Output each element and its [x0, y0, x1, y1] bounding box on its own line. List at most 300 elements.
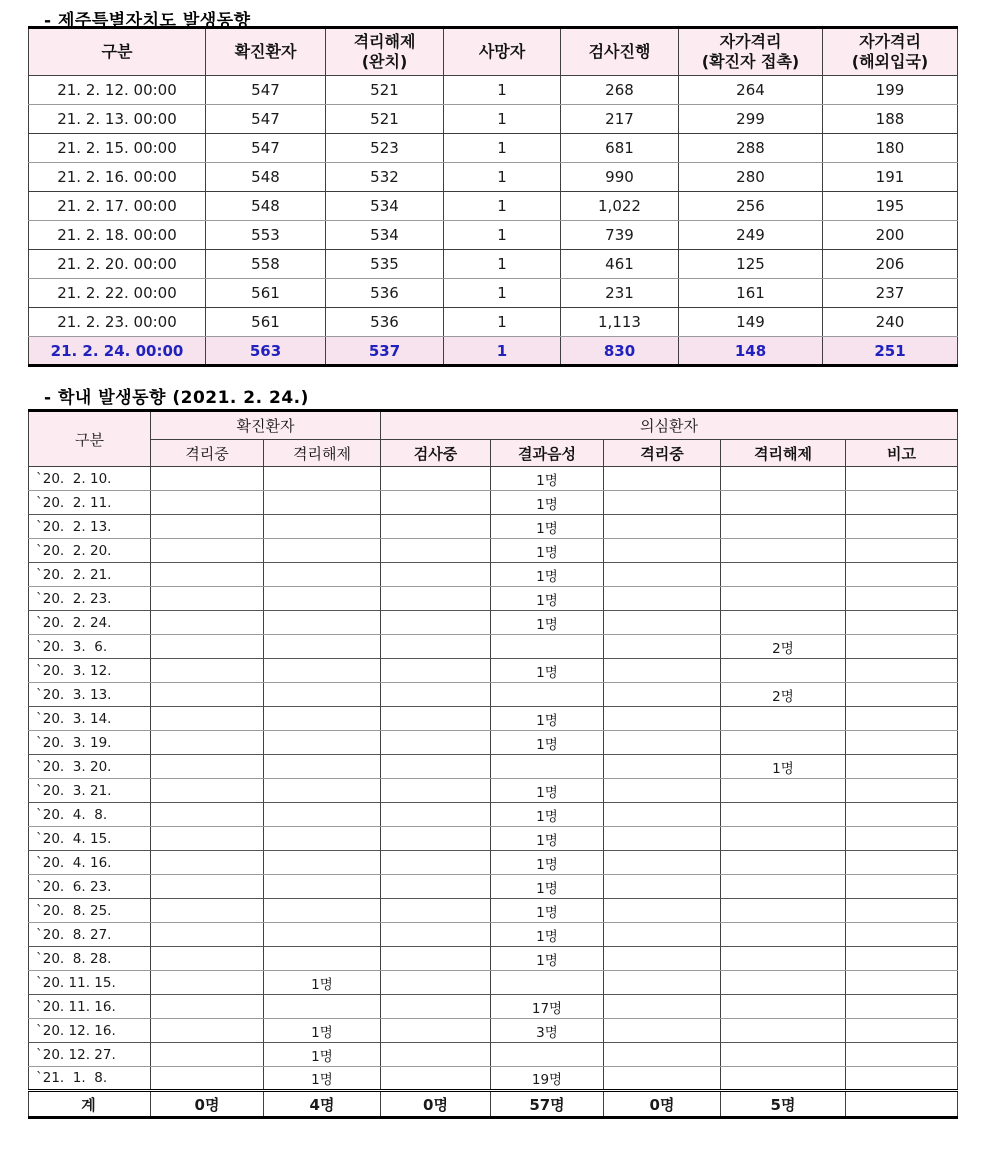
value-cell: 1명 [491, 827, 604, 851]
row-label-cell: `20. 2. 20. [29, 539, 151, 563]
value-cell: 1 [444, 163, 561, 192]
value-cell [604, 1019, 721, 1043]
value-cell [604, 683, 721, 707]
subcol-header-in-quarantine: 격리중 [151, 440, 264, 467]
value-cell [846, 707, 958, 731]
group-header-confirmed-patients: 확진환자 [151, 411, 381, 440]
value-cell [846, 683, 958, 707]
value-cell: 1 [444, 192, 561, 221]
value-cell [604, 779, 721, 803]
value-cell [381, 491, 491, 515]
value-cell: 3명 [491, 1019, 604, 1043]
value-cell: 161 [679, 279, 823, 308]
value-cell [151, 755, 264, 779]
value-cell [264, 467, 381, 491]
row-label-cell: `20. 12. 27. [29, 1043, 151, 1067]
value-cell [381, 467, 491, 491]
value-cell: 534 [326, 221, 444, 250]
table-row [29, 105, 958, 134]
value-cell [604, 995, 721, 1019]
value-cell [604, 587, 721, 611]
value-cell [604, 803, 721, 827]
row-label-cell: 21. 2. 16. 00:00 [29, 163, 206, 192]
value-cell: 1명 [491, 491, 604, 515]
col-header-selfquarantine-overseas: 자가격리 (해외입국) [823, 28, 958, 76]
table-row [29, 803, 958, 827]
value-cell: 547 [206, 76, 326, 105]
value-cell [604, 947, 721, 971]
value-cell [721, 995, 846, 1019]
value-cell: 149 [679, 308, 823, 337]
value-cell [846, 731, 958, 755]
value-cell [151, 1067, 264, 1091]
value-cell [381, 587, 491, 611]
value-cell [151, 899, 264, 923]
value-cell: 561 [206, 308, 326, 337]
campus-table-body [29, 467, 958, 1118]
value-cell [846, 563, 958, 587]
value-cell [381, 515, 491, 539]
value-cell: 206 [823, 250, 958, 279]
value-cell: 1 [444, 308, 561, 337]
value-cell: 240 [823, 308, 958, 337]
value-cell: 5명 [721, 1091, 846, 1118]
value-cell: 251 [823, 337, 958, 366]
row-label-cell: `20. 4. 8. [29, 803, 151, 827]
value-cell: 2명 [721, 635, 846, 659]
value-cell [151, 995, 264, 1019]
value-cell [846, 515, 958, 539]
value-cell [604, 1067, 721, 1091]
value-cell [604, 923, 721, 947]
row-label-cell: `21. 1. 8. [29, 1067, 151, 1091]
row-label-cell: 21. 2. 24. 00:00 [29, 337, 206, 366]
value-cell: 1명 [491, 587, 604, 611]
row-label-cell: `20. 8. 25. [29, 899, 151, 923]
row-label-cell: `20. 4. 16. [29, 851, 151, 875]
col-header-category: 구분 [29, 28, 206, 76]
value-cell [151, 659, 264, 683]
table-row [29, 221, 958, 250]
value-cell [721, 467, 846, 491]
value-cell [604, 731, 721, 755]
value-cell [381, 779, 491, 803]
value-cell [721, 899, 846, 923]
value-cell [151, 563, 264, 587]
value-cell [381, 899, 491, 923]
table-row [29, 515, 958, 539]
value-cell: 191 [823, 163, 958, 192]
table-row [29, 923, 958, 947]
table-row [29, 163, 958, 192]
row-label-cell: `20. 2. 23. [29, 587, 151, 611]
value-cell [604, 635, 721, 659]
value-cell: 19명 [491, 1067, 604, 1091]
value-cell [721, 659, 846, 683]
value-cell [846, 995, 958, 1019]
table-row [29, 707, 958, 731]
value-cell [846, 851, 958, 875]
value-cell: 521 [326, 105, 444, 134]
value-cell: 280 [679, 163, 823, 192]
value-cell [491, 635, 604, 659]
col-header-confirmed: 확진환자 [206, 28, 326, 76]
value-cell [381, 659, 491, 683]
value-cell [604, 707, 721, 731]
value-cell [604, 875, 721, 899]
table-row [29, 134, 958, 163]
value-cell: 461 [561, 250, 679, 279]
value-cell: 217 [561, 105, 679, 134]
value-cell [721, 731, 846, 755]
value-cell: 1명 [491, 563, 604, 587]
value-cell: 1 [444, 221, 561, 250]
value-cell [491, 683, 604, 707]
value-cell: 1 [444, 250, 561, 279]
row-label-cell: 21. 2. 13. 00:00 [29, 105, 206, 134]
total-row [29, 1091, 958, 1118]
value-cell [151, 947, 264, 971]
row-label-cell: 21. 2. 18. 00:00 [29, 221, 206, 250]
value-cell [846, 803, 958, 827]
jeju-section-title: - 제주특별자치도 발생동향 [44, 11, 251, 31]
value-cell [604, 539, 721, 563]
value-cell: 188 [823, 105, 958, 134]
value-cell: 1명 [491, 659, 604, 683]
value-cell [381, 851, 491, 875]
value-cell [264, 995, 381, 1019]
col-header-category: 구분 [29, 411, 151, 467]
table-row [29, 875, 958, 899]
value-cell [151, 683, 264, 707]
value-cell [151, 1043, 264, 1067]
row-label-cell: `20. 3. 14. [29, 707, 151, 731]
row-label-cell: `20. 3. 12. [29, 659, 151, 683]
value-cell: 1명 [491, 515, 604, 539]
value-cell [491, 971, 604, 995]
value-cell: 1명 [721, 755, 846, 779]
value-cell [264, 491, 381, 515]
row-label-cell: `20. 2. 11. [29, 491, 151, 515]
value-cell [846, 1067, 958, 1091]
value-cell [604, 515, 721, 539]
value-cell [381, 635, 491, 659]
value-cell [721, 587, 846, 611]
value-cell [604, 827, 721, 851]
value-cell [381, 995, 491, 1019]
value-cell [604, 851, 721, 875]
value-cell [381, 971, 491, 995]
value-cell: 1명 [491, 467, 604, 491]
table-row [29, 587, 958, 611]
value-cell [721, 875, 846, 899]
value-cell [604, 611, 721, 635]
value-cell [151, 731, 264, 755]
value-cell [846, 899, 958, 923]
value-cell [151, 611, 264, 635]
value-cell: 1명 [491, 779, 604, 803]
table-row [29, 250, 958, 279]
value-cell [264, 635, 381, 659]
row-label-cell: `20. 2. 10. [29, 467, 151, 491]
value-cell [381, 683, 491, 707]
value-cell [381, 827, 491, 851]
table-row [29, 308, 958, 337]
row-label-cell: `20. 2. 13. [29, 515, 151, 539]
table-row [29, 1067, 958, 1091]
value-cell: 1,113 [561, 308, 679, 337]
row-label-cell: `20. 12. 16. [29, 1019, 151, 1043]
value-cell [264, 659, 381, 683]
subcol-header-released: 격리해제 [264, 440, 381, 467]
value-cell: 1명 [264, 1019, 381, 1043]
value-cell [721, 779, 846, 803]
jeju-table-header [29, 28, 958, 76]
value-cell: 17명 [491, 995, 604, 1019]
value-cell: 990 [561, 163, 679, 192]
value-cell: 1 [444, 337, 561, 366]
value-cell: 1 [444, 105, 561, 134]
value-cell [381, 923, 491, 947]
value-cell: 1,022 [561, 192, 679, 221]
campus-table-header [29, 411, 958, 467]
value-cell: 195 [823, 192, 958, 221]
value-cell: 125 [679, 250, 823, 279]
value-cell [846, 779, 958, 803]
row-label-cell: 21. 2. 17. 00:00 [29, 192, 206, 221]
value-cell [846, 491, 958, 515]
value-cell [604, 659, 721, 683]
value-cell [721, 947, 846, 971]
value-cell [721, 1043, 846, 1067]
table-row [29, 279, 958, 308]
value-cell [604, 467, 721, 491]
value-cell [604, 563, 721, 587]
value-cell: 268 [561, 76, 679, 105]
table-row [29, 731, 958, 755]
value-cell: 2명 [721, 683, 846, 707]
value-cell [151, 803, 264, 827]
value-cell: 1명 [264, 971, 381, 995]
value-cell [381, 947, 491, 971]
row-label-cell: 21. 2. 23. 00:00 [29, 308, 206, 337]
value-cell [721, 971, 846, 995]
value-cell [151, 851, 264, 875]
value-cell: 249 [679, 221, 823, 250]
value-cell: 547 [206, 134, 326, 163]
value-cell [846, 467, 958, 491]
value-cell [846, 875, 958, 899]
table-row [29, 947, 958, 971]
value-cell: 1명 [491, 803, 604, 827]
row-label-cell: `20. 4. 15. [29, 827, 151, 851]
value-cell: 57명 [491, 1091, 604, 1118]
value-cell [721, 1019, 846, 1043]
value-cell: 148 [679, 337, 823, 366]
value-cell [264, 587, 381, 611]
value-cell [264, 683, 381, 707]
value-cell: 1명 [491, 923, 604, 947]
col-header-deaths: 사망자 [444, 28, 561, 76]
value-cell [264, 755, 381, 779]
value-cell [846, 659, 958, 683]
table-row [29, 539, 958, 563]
value-cell [604, 971, 721, 995]
value-cell [264, 515, 381, 539]
value-cell: 548 [206, 192, 326, 221]
value-cell [846, 947, 958, 971]
row-label-cell: `20. 2. 24. [29, 611, 151, 635]
value-cell [846, 587, 958, 611]
table-row [29, 995, 958, 1019]
table-row [29, 563, 958, 587]
row-label-cell: 21. 2. 15. 00:00 [29, 134, 206, 163]
value-cell: 0명 [604, 1091, 721, 1118]
jeju-status-table [28, 26, 958, 367]
value-cell [721, 803, 846, 827]
value-cell: 299 [679, 105, 823, 134]
value-cell: 1명 [491, 899, 604, 923]
table-row [29, 851, 958, 875]
value-cell [604, 755, 721, 779]
row-label-cell: `20. 11. 15. [29, 971, 151, 995]
value-cell: 681 [561, 134, 679, 163]
value-cell [721, 611, 846, 635]
value-cell [381, 563, 491, 587]
value-cell [151, 587, 264, 611]
value-cell [264, 947, 381, 971]
row-label-cell: `20. 3. 21. [29, 779, 151, 803]
value-cell [381, 707, 491, 731]
value-cell [721, 491, 846, 515]
group-header-suspected-patients: 의심환자 [381, 411, 958, 440]
value-cell [381, 755, 491, 779]
row-label-cell: 21. 2. 20. 00:00 [29, 250, 206, 279]
row-label-cell: `20. 8. 27. [29, 923, 151, 947]
value-cell [846, 611, 958, 635]
table-row [29, 491, 958, 515]
value-cell [721, 851, 846, 875]
value-cell [721, 563, 846, 587]
jeju-table-body [29, 76, 958, 366]
table-row [29, 1019, 958, 1043]
value-cell: 535 [326, 250, 444, 279]
value-cell: 1 [444, 134, 561, 163]
value-cell [264, 707, 381, 731]
value-cell [604, 491, 721, 515]
subcol-header-negative-result: 결과음성 [491, 440, 604, 467]
value-cell [151, 707, 264, 731]
value-cell [604, 899, 721, 923]
value-cell: 739 [561, 221, 679, 250]
value-cell: 523 [326, 134, 444, 163]
value-cell [151, 1019, 264, 1043]
table-row [29, 899, 958, 923]
value-cell: 536 [326, 279, 444, 308]
value-cell [151, 539, 264, 563]
value-cell [264, 851, 381, 875]
value-cell [846, 827, 958, 851]
row-label-cell: `20. 11. 16. [29, 995, 151, 1019]
value-cell [381, 1043, 491, 1067]
value-cell [151, 635, 264, 659]
value-cell [846, 1019, 958, 1043]
value-cell [151, 923, 264, 947]
value-cell [264, 539, 381, 563]
value-cell [846, 755, 958, 779]
value-cell: 1명 [491, 539, 604, 563]
row-label-cell: `20. 3. 13. [29, 683, 151, 707]
value-cell: 231 [561, 279, 679, 308]
value-cell [151, 827, 264, 851]
table-row [29, 1043, 958, 1067]
subcol-header-remarks: 비고 [846, 440, 958, 467]
value-cell [381, 1019, 491, 1043]
campus-section-title: - 학내 발생동향 (2021. 2. 24.) [44, 388, 309, 408]
table-row [29, 827, 958, 851]
value-cell: 180 [823, 134, 958, 163]
value-cell [264, 803, 381, 827]
value-cell [721, 707, 846, 731]
value-cell: 536 [326, 308, 444, 337]
row-label-cell: 21. 2. 22. 00:00 [29, 279, 206, 308]
value-cell: 547 [206, 105, 326, 134]
subcol-header-released-suspected: 격리해제 [721, 440, 846, 467]
value-cell [264, 731, 381, 755]
row-label-cell: 21. 2. 12. 00:00 [29, 76, 206, 105]
value-cell: 1명 [264, 1067, 381, 1091]
value-cell: 288 [679, 134, 823, 163]
table-row [29, 635, 958, 659]
value-cell: 200 [823, 221, 958, 250]
value-cell [846, 539, 958, 563]
value-cell: 534 [326, 192, 444, 221]
subcol-header-under-test: 검사중 [381, 440, 491, 467]
table-row [29, 683, 958, 707]
value-cell [721, 539, 846, 563]
value-cell [491, 1043, 604, 1067]
value-cell [264, 563, 381, 587]
table-row [29, 337, 958, 366]
row-label-cell: `20. 6. 23. [29, 875, 151, 899]
value-cell [381, 611, 491, 635]
value-cell: 1명 [491, 875, 604, 899]
table-row [29, 611, 958, 635]
col-header-testing: 검사진행 [561, 28, 679, 76]
value-cell: 199 [823, 76, 958, 105]
value-cell [264, 611, 381, 635]
value-cell [846, 971, 958, 995]
col-header-selfquarantine-contact: 자가격리 (확진자 접촉) [679, 28, 823, 76]
value-cell [721, 827, 846, 851]
table-row [29, 192, 958, 221]
value-cell [721, 515, 846, 539]
value-cell [151, 875, 264, 899]
value-cell [381, 803, 491, 827]
value-cell: 521 [326, 76, 444, 105]
value-cell: 1명 [264, 1043, 381, 1067]
row-label-cell: `20. 3. 20. [29, 755, 151, 779]
value-cell [721, 923, 846, 947]
value-cell [381, 875, 491, 899]
campus-status-table [28, 409, 958, 1119]
value-cell [151, 971, 264, 995]
table-row [29, 467, 958, 491]
value-cell [381, 731, 491, 755]
value-cell [264, 923, 381, 947]
value-cell [721, 1067, 846, 1091]
value-cell: 548 [206, 163, 326, 192]
